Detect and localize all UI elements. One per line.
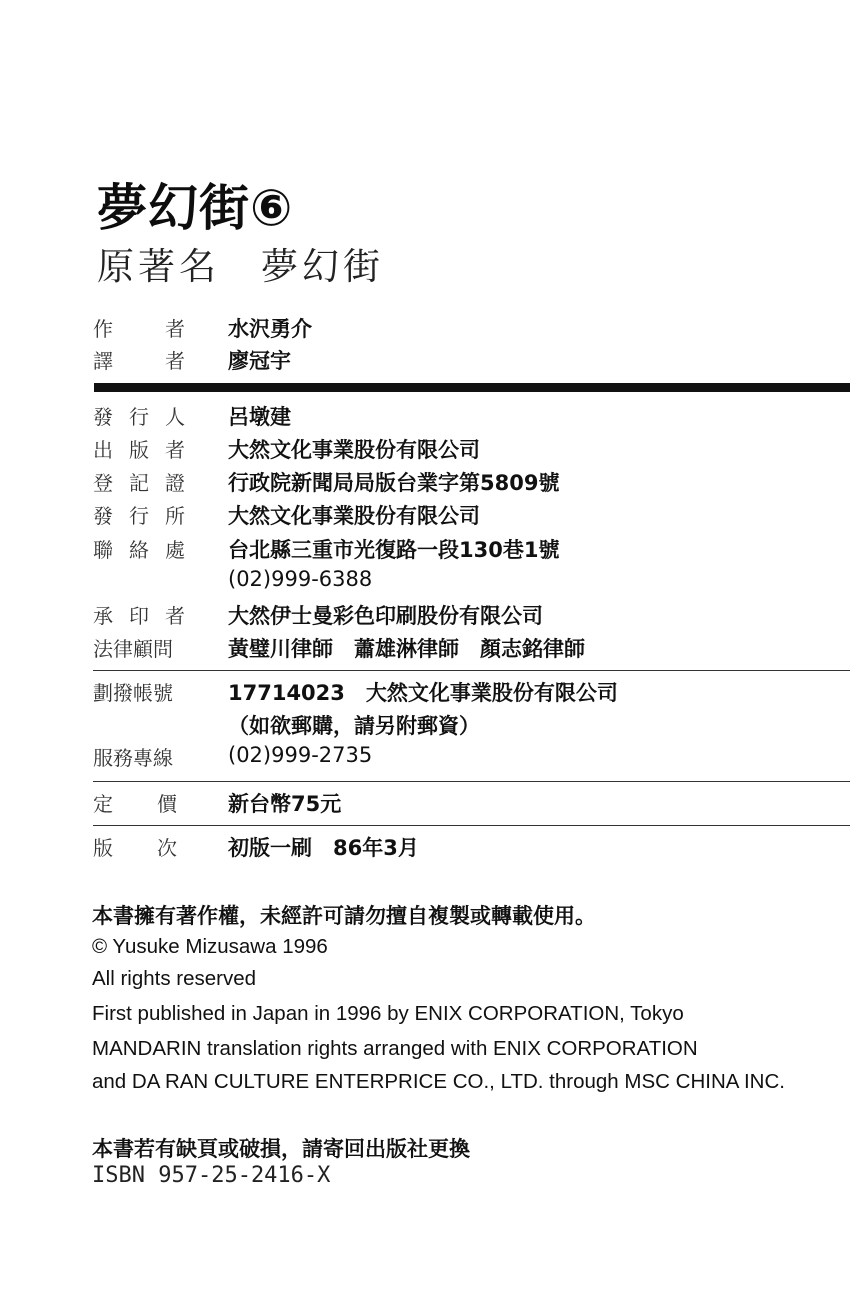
label-text: 法律顧問 [93, 637, 173, 661]
label-char: 譯 [93, 349, 113, 373]
price-value: 新台幣75元 [228, 792, 342, 816]
credit-label-translator [93, 345, 185, 374]
account-hotline: (02)999-2735 [228, 743, 373, 767]
english-first-published: First published in Japan in 1996 by ENIX CORPORATION, Tokyo [92, 1002, 684, 1025]
pub-distributor: 大然文化事業股份有限公司 [228, 504, 480, 528]
pub-registration: 行政院新聞局局版台業字第5809號 [228, 471, 560, 495]
label-char: 者 [165, 604, 185, 628]
pub-contact-phone: (02)999-6388 [228, 567, 373, 591]
label-char: 證 [165, 471, 185, 495]
account-label-transfer [93, 677, 183, 706]
return-notice: 本書若有缺頁或破損，請寄回出版社更換 [92, 1137, 470, 1161]
label-char: 作 [93, 317, 113, 341]
price-label [93, 788, 177, 817]
pub-label-registration [93, 467, 185, 496]
label-text: 劃撥帳號 [93, 681, 173, 705]
credit-label-author [93, 313, 185, 342]
book-title: 夢幻街⑥ [97, 179, 294, 237]
label-char: 行 [129, 405, 149, 429]
label-char: 印 [129, 604, 149, 628]
label-char: 人 [165, 405, 185, 429]
pub-printer: 大然伊士曼彩色印刷股份有限公司 [228, 604, 543, 628]
english-rights: All rights reserved [92, 967, 257, 990]
label-char: 處 [165, 538, 185, 562]
english-agency: and DA RAN CULTURE ENTERPRICE CO., LTD. through MSC CHINA INC. [92, 1070, 785, 1093]
copyright-notice: 本書擁有著作權，未經許可請勿擅自複製或轉載使用。 [92, 904, 596, 928]
label-char: 定 [93, 792, 113, 816]
edition-label [93, 832, 177, 861]
thick-divider [94, 383, 850, 392]
credit-translator: 廖冠宇 [228, 349, 291, 373]
label-char: 聯 [93, 538, 113, 562]
pub-label-contact [93, 534, 185, 563]
label-char: 價 [157, 792, 177, 816]
pub-publisher-person: 呂墩建 [228, 405, 291, 429]
label-char: 出 [93, 438, 113, 462]
divider [93, 781, 850, 782]
pub-publisher: 大然文化事業股份有限公司 [228, 438, 480, 462]
original-title: 原著名 夢幻街 [97, 245, 384, 288]
label-char: 行 [129, 504, 149, 528]
label-char: 者 [165, 317, 185, 341]
pub-label-printer [93, 600, 185, 629]
pub-label-publisher-person [93, 401, 185, 430]
label-char: 者 [165, 438, 185, 462]
english-translation-rights: MANDARIN translation rights arranged with ENIX CORPORATION [92, 1037, 698, 1060]
divider [93, 670, 850, 671]
label-char: 絡 [129, 538, 149, 562]
label-char: 登 [93, 471, 113, 495]
label-text: 服務專線 [93, 746, 173, 770]
account-note: （如欲郵購，請另附郵資） [228, 714, 480, 738]
pub-label-publisher [93, 434, 185, 463]
pub-label-distributor [93, 500, 185, 529]
label-char: 承 [93, 604, 113, 628]
label-char: 版 [93, 836, 113, 860]
divider [93, 825, 850, 826]
label-char: 所 [165, 504, 185, 528]
account-label-hotline [93, 742, 183, 771]
label-char: 次 [157, 836, 177, 860]
label-char: 版 [129, 438, 149, 462]
label-char: 者 [165, 349, 185, 373]
edition-value: 初版一刷 86年3月 [228, 836, 419, 860]
label-char: 發 [93, 504, 113, 528]
english-copyright: © Yusuke Mizusawa 1996 [92, 935, 328, 958]
credit-author: 水沢勇介 [228, 317, 312, 341]
label-char: 記 [129, 471, 149, 495]
label-char: 發 [93, 405, 113, 429]
pub-contact-address: 台北縣三重市光復路一段130巷1號 [228, 538, 560, 562]
pub-label-legal [93, 633, 183, 662]
isbn: ISBN 957-25-2416-X [92, 1163, 331, 1188]
account-transfer: 17714023 大然文化事業股份有限公司 [228, 681, 618, 705]
pub-legal: 黃璧川律師 蕭雄淋律師 顏志銘律師 [228, 637, 585, 661]
